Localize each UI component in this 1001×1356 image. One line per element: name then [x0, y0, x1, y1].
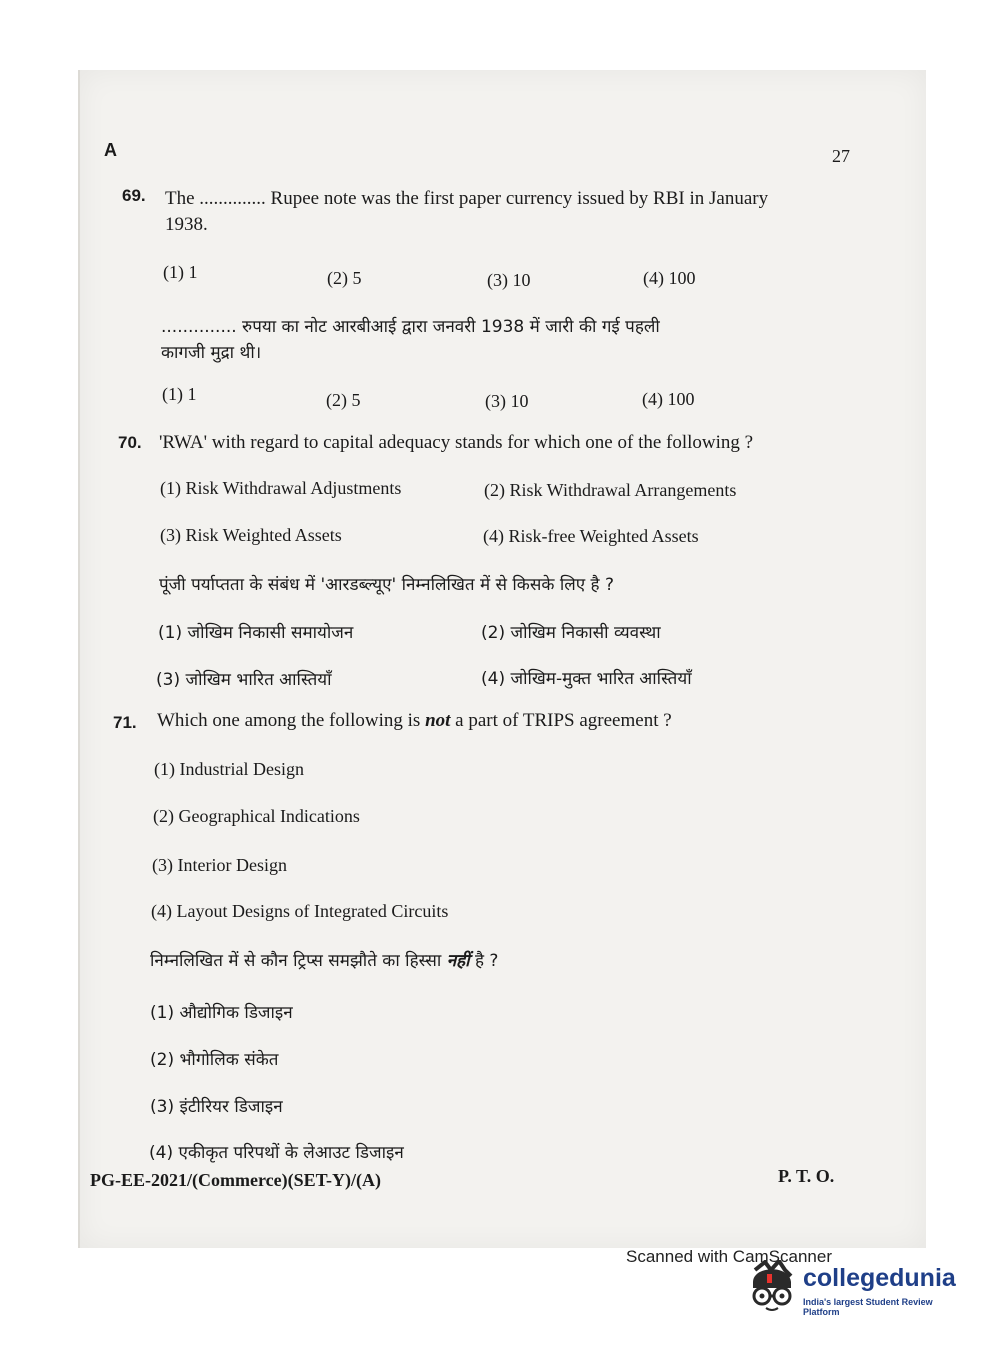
- option: (4) Risk-free Weighted Assets: [483, 526, 699, 546]
- scan-watermark: Scanned with CamScanner: [626, 1247, 833, 1266]
- option: (1) 1: [163, 262, 198, 282]
- option: (2) जोखिम निकासी व्यवस्था: [481, 623, 661, 643]
- question-number: 69.: [122, 186, 146, 205]
- option: (1) 1: [162, 384, 197, 404]
- option: (4) 100: [642, 389, 695, 409]
- option: (3) इंटीरियर डिजाइन: [150, 1097, 283, 1117]
- question-text: The .............. Rupee note was the first paper currency issued by RBI in January: [165, 188, 769, 209]
- option: (1) औद्योगिक डिजाइन: [150, 1003, 293, 1023]
- option: (2) Risk Withdrawal Arrangements: [484, 480, 737, 500]
- option: (4) Layout Designs of Integrated Circuits: [151, 901, 449, 921]
- logo-tagline: India's largest Student Review Platform: [803, 1297, 933, 1317]
- paper-code: PG-EE-2021/(Commerce)(SET-Y)/(A): [90, 1170, 381, 1190]
- option: (2) भौगोलिक संकेत: [150, 1050, 279, 1070]
- option: (3) 10: [485, 391, 529, 411]
- exam-page: [78, 70, 926, 1248]
- page-number: 27: [832, 146, 850, 166]
- option: (3) Interior Design: [152, 855, 287, 875]
- logo-name: collegedunia: [803, 1264, 956, 1292]
- option: (4) जोखिम-मुक्त भारित आस्तियाँ: [481, 669, 692, 689]
- question-number: 70.: [118, 433, 142, 452]
- question-text-hindi: निम्नलिखित में से कौन ट्रिप्स समझौते का हिस्सा नहीं है ?: [150, 951, 499, 971]
- question-text-hindi: .............. रुपया का नोट आरबीआई द्वारा जनवरी 1938 में जारी की गई पहली: [161, 317, 660, 337]
- option: (1) जोखिम निकासी समायोजन: [158, 623, 354, 643]
- option: (1) Industrial Design: [154, 759, 304, 779]
- pto-label: P. T. O.: [778, 1166, 835, 1186]
- option: (2) Geographical Indications: [153, 806, 360, 826]
- question-text-hindi: पूंजी पर्याप्तता के संबंध में 'आरडब्ल्यूए' निम्नलिखित में से किसके लिए है ?: [159, 575, 615, 595]
- option: (3) 10: [487, 270, 531, 290]
- question-text: 'RWA' with regard to capital adequacy stands for which one of the following ?: [159, 432, 754, 453]
- collegedunia-logo: [745, 1258, 970, 1318]
- series-label: A: [104, 140, 117, 160]
- option: (1) Risk Withdrawal Adjustments: [160, 478, 402, 498]
- question-text-hindi: कागजी मुद्रा थी।: [161, 343, 262, 363]
- question-number: 71.: [113, 713, 137, 732]
- option: (4) एकीकृत परिपथों के लेआउट डिजाइन: [149, 1143, 404, 1163]
- option: (3) जोखिम भारित आस्तियाँ: [156, 670, 332, 690]
- option: (2) 5: [326, 390, 361, 410]
- option: (2) 5: [327, 268, 362, 288]
- mascot-icon: [745, 1260, 801, 1316]
- question-text: 1938.: [165, 214, 208, 235]
- option: (3) Risk Weighted Assets: [160, 525, 342, 545]
- option: (4) 100: [643, 268, 696, 288]
- question-text: Which one among the following is not a part of TRIPS agreement ?: [157, 710, 672, 731]
